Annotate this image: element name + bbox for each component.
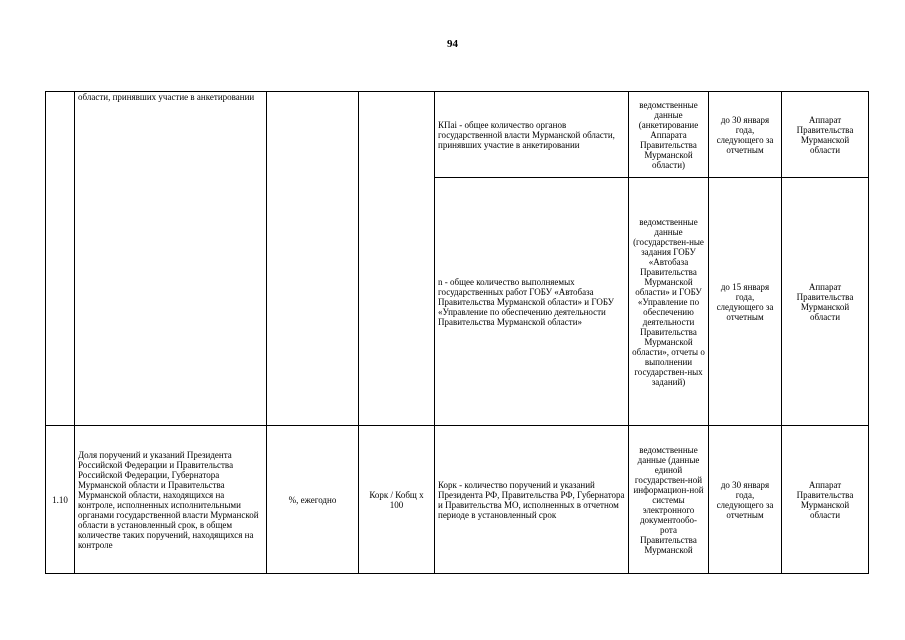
indicators-table [45,91,869,574]
formula-cell: Корк / Кобщ x 100 [359,426,435,574]
data-source-cell: ведомственные данные (государствен-ные задания ГОБУ «Автобаза Правительства Мурманской области» и ГОБУ «Управление по обеспечению деятельности Правительства Мурманской области», отчеты о выполнении государствен-ных заданий) [629,178,709,426]
deadline-cell: до 30 января года, следующего за отчетным [709,426,782,574]
data-source-cell: ведомственные данные (анкетирование Аппарата Правительства Мурманской области) [629,92,709,178]
row-number-cell: 1.10 [46,426,75,574]
deadline-cell: до 30 января года, следующего за отчетным [709,92,782,178]
data-source-cell: ведомственные данные (данные единой государствен-ной информацион-ной системы электронного документообо-рота Правительства Мурманской [629,426,709,574]
responsible-cell: Аппарат Правительства Мурманской области [782,92,869,178]
table-row [46,426,869,574]
indicator-name-cell: Доля поручений и указаний Президента Российской Федерации и Правительства Российской Федерации, Губернатора Мурманской области и Правительства Мурманской области, находящихся на контроле, исполненных исполнительными органами государственной власти Мурманской области в установленный срок, в общем количестве таких поручений, находящихся на контроле [75,426,267,574]
responsible-cell: Аппарат Правительства Мурманской области [782,178,869,426]
unit-cell [267,92,359,426]
page-number: 94 [447,38,458,50]
unit-cell: %, ежегодно [267,426,359,574]
variable-description-cell: Корк - количество поручений и указаний Президента РФ, Правительства РФ, Губернатора и Правительства МО, исполненных в отчетном периоде в установленный срок [435,426,629,574]
variable-description-cell: КПаі - общее количество органов государственной власти Мурманской области, принявших участие в анкетировании [435,92,629,178]
table-row [46,92,869,178]
deadline-cell: до 15 января года, следующего за отчетным [709,178,782,426]
responsible-cell: Аппарат Правительства Мурманской области [782,426,869,574]
formula-cell [359,92,435,426]
variable-description-cell: n - общее количество выполняемых государственных работ ГОБУ «Автобаза Правительства Мурманской области» и ГОБУ «Управление по обеспечению деятельности Правительства Мурманской области» [435,178,629,426]
indicator-name-cell: области, принявших участие в анкетировании [75,92,267,426]
row-number-cell [46,92,75,426]
